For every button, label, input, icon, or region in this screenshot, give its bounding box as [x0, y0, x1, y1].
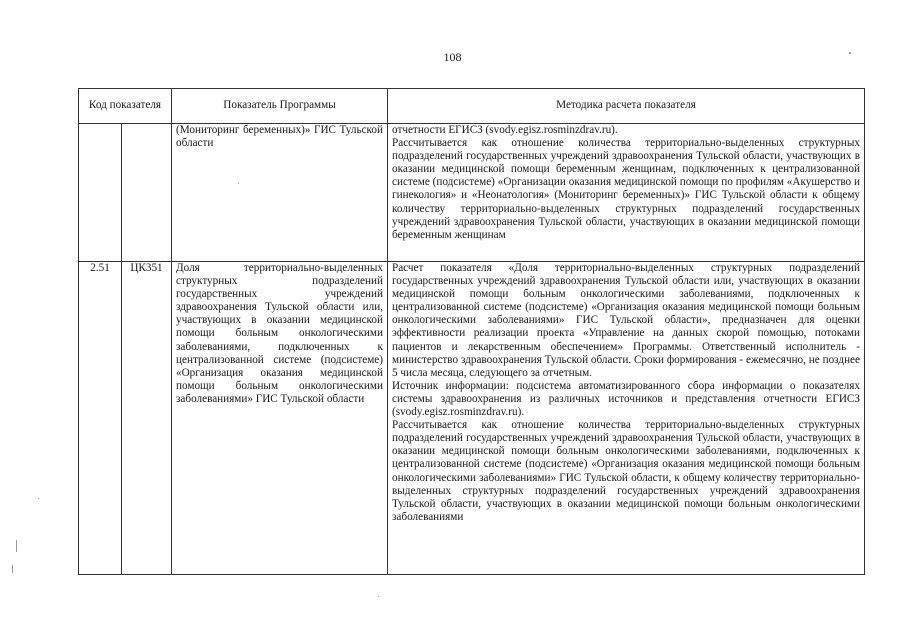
method-paragraph: Рассчитывается как отношение количества территориально-выделенных структурных подразделений государственных учреждений здравоохранения Тульской области, участвующих в оказании медицинской помощи беременным женщинам, подключенных к централизованной системе (подсистеме) «Организации оказания медицинской помощи по профилям «Акушерство и гинекология» и «Неонатология» (Мониторинг беременных)» ГИС Тульской области к общему количеству территориально-выделенных структурных подразделений государственных учреждений здравоохранения Тульской области, участвующих в оказании медицинской помощи беременным женщинам: [392, 137, 860, 241]
method-paragraph: Расчет показателя «Доля территориально-выделенных структурных подразделений государственных учреждений здравоохранения Тульской области или, участвующих в оказании медицинской помощи больным онкологическими заболеваниями, подключенных к централизованной системе (подсистеме) «Организация оказания медицинской помощи больным онкологическими заболеваниями» ГИС Тульской области», предназначен для оценки эффективности реализации проекта «Управление на данных скорой помощью, потоками пациентов и лекарственным обеспечением» Программы. Ответственный исполнитель - министерство здравоохранения Тульской области. Сроки формирования - ежемесячно, не позднее 5 числа месяца, следующего за отчетным.: [392, 262, 860, 379]
indicator-table: [78, 88, 865, 575]
table-row: [79, 124, 865, 262]
page-number: 108: [443, 50, 462, 64]
row-code: [122, 124, 172, 262]
row-number: 2.51: [79, 262, 122, 575]
scan-mark: [16, 540, 17, 552]
scan-speck: [378, 596, 379, 597]
scan-speck: [849, 52, 851, 54]
row-code: ЦК351: [122, 262, 172, 575]
indicator-text: (Мониторинг беременных)» ГИС Тульской области: [176, 124, 383, 150]
row-indicator: [172, 262, 388, 575]
table-header-row: [79, 89, 865, 124]
method-paragraph: Рассчитывается как отношение количества территориально-выделенных структурных подразделений государственных учреждений здравоохранения Тульской области, участвующих в оказании медицинской помощи больным онкологическими заболеваниями, подключенных к централизованной системе (подсистеме) «Организация оказания медицинской помощи больным онкологическими заболеваниями» ГИС Тульской области, к общему количеству территориально-выделенных структурных подразделений государственных учреждений здравоохранения Тульской области, участвующих в оказании медицинской помощи больным онкологическими заболеваниями: [392, 419, 860, 523]
row-number: [79, 124, 122, 262]
indicator-text: Доля территориально-выделенных структурных подразделений государственных учреждений здравоохранения Тульской области или, участвующих в оказании медицинской помощи больным онкологическими заболеваниями, подключенных к централизованной системе (подсистеме) «Организация оказания медицинской помощи больным онкологическими заболеваниями» ГИС Тульской области: [176, 262, 383, 405]
header-indicator: Показатель Программы: [172, 89, 388, 124]
row-method: [388, 262, 865, 575]
scan-mark: [12, 565, 13, 573]
scan-speck: [38, 498, 39, 499]
row-method: [388, 124, 865, 262]
method-paragraph: отчетности ЕГИСЗ (svody.egisz.rosminzdrav.ru).: [392, 124, 618, 136]
scan-speck: [238, 183, 239, 184]
table-row: [79, 262, 865, 575]
method-paragraph: Источник информации: подсистема автоматизированного сбора информации о показателях системы здравоохранения из различных источников и представления отчетности ЕГИСЗ (svody.egisz.rosminzdrav.ru).: [392, 379, 860, 419]
row-indicator: [172, 124, 388, 262]
header-code: Код показателя: [79, 89, 172, 124]
header-method: Методика расчета показателя: [388, 89, 865, 124]
